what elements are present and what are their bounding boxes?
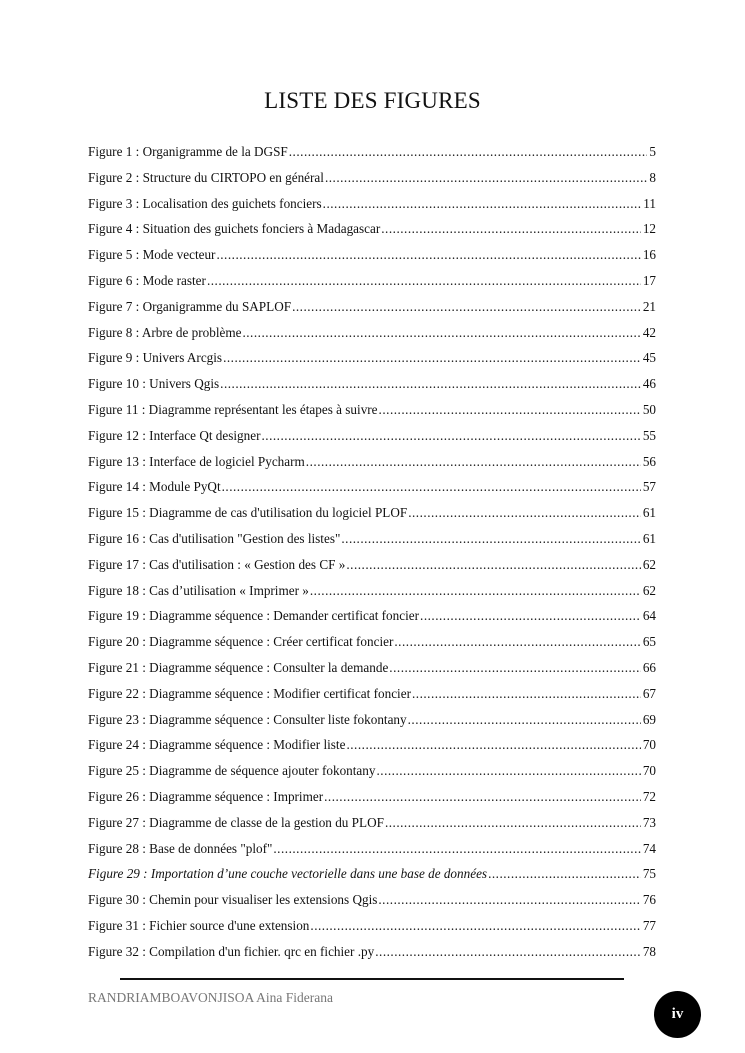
dot-leader <box>310 578 641 604</box>
figure-page-number: 76 <box>642 892 656 908</box>
list-item[interactable] <box>88 681 656 707</box>
dot-leader <box>222 474 641 500</box>
figure-label: Figure 15 : Diagramme de cas d'utilisation du logiciel PLOF <box>88 505 408 521</box>
figure-label: Figure 3 : Localisation des guichets fonciers <box>88 195 322 211</box>
figure-page-number: 57 <box>642 479 656 495</box>
dot-leader <box>420 603 641 629</box>
list-item[interactable] <box>88 629 656 655</box>
figure-label: Figure 27 : Diagramme de classe de la gestion du PLOF <box>88 814 384 830</box>
figure-label: Figure 8 : Arbre de problème <box>88 324 242 340</box>
dot-leader <box>389 655 641 681</box>
dot-leader <box>408 707 641 733</box>
list-item[interactable] <box>88 242 656 268</box>
list-item[interactable] <box>88 423 656 449</box>
figure-page-number: 65 <box>642 634 656 650</box>
figure-page-number: 46 <box>642 376 656 392</box>
figure-label: Figure 2 : Structure du CIRTOPO en général <box>88 169 324 185</box>
list-item[interactable] <box>88 655 656 681</box>
list-item[interactable] <box>88 887 656 913</box>
dot-leader <box>394 629 640 655</box>
figure-page-number: 56 <box>642 453 656 469</box>
figure-label: Figure 21 : Diagramme séquence : Consulter la demande <box>88 659 389 675</box>
figure-label: Figure 31 : Fichier source d'une extension <box>88 917 310 933</box>
dot-leader <box>242 320 640 346</box>
dot-leader <box>346 552 640 578</box>
list-item[interactable] <box>88 294 656 320</box>
list-item[interactable] <box>88 474 656 500</box>
figure-label: Figure 28 : Base de données "plof" <box>88 840 273 856</box>
figure-label: Figure 29 : Importation d’une couche vectorielle dans une base de données <box>88 866 488 882</box>
figure-page-number: 16 <box>642 247 656 263</box>
list-item[interactable] <box>88 139 656 165</box>
dot-leader <box>381 216 641 242</box>
footer-divider <box>120 978 624 980</box>
figure-page-number: 12 <box>642 221 656 237</box>
figure-page-number: 50 <box>642 401 656 417</box>
dot-leader <box>261 423 640 449</box>
footer-author: RANDRIAMBOAVONJISOA Aina Fiderana <box>88 990 334 1005</box>
figure-label: Figure 4 : Situation des guichets fonciers à Madagascar <box>88 221 381 237</box>
list-item[interactable] <box>88 320 656 346</box>
page-number-badge: iv <box>654 991 701 1038</box>
list-item[interactable] <box>88 191 656 217</box>
figure-label: Figure 32 : Compilation d'un fichier. qrc en fichier .py <box>88 943 375 959</box>
list-item[interactable] <box>88 165 656 191</box>
dot-leader <box>375 939 641 965</box>
dot-leader <box>412 681 641 707</box>
figure-label: Figure 23 : Diagramme séquence : Consulter liste fokontany <box>88 711 407 727</box>
dot-leader <box>310 913 640 939</box>
dot-leader <box>306 449 641 475</box>
figure-label: Figure 16 : Cas d'utilisation "Gestion des listes" <box>88 530 341 546</box>
figure-page-number: 61 <box>642 530 656 546</box>
figure-page-number: 70 <box>642 763 656 779</box>
list-item[interactable] <box>88 552 656 578</box>
figure-page-number: 69 <box>642 711 656 727</box>
figure-label: Figure 7 : Organigramme du SAPLOF <box>88 298 292 314</box>
figure-page-number: 5 <box>649 144 656 159</box>
dot-leader <box>341 526 640 552</box>
list-item[interactable] <box>88 578 656 604</box>
figure-label: Figure 14 : Module PyQt <box>88 479 221 495</box>
list-item[interactable] <box>88 861 656 887</box>
figure-label: Figure 5 : Mode vecteur <box>88 247 216 263</box>
figure-page-number: 77 <box>642 917 656 933</box>
dot-leader <box>325 165 647 191</box>
list-item[interactable] <box>88 268 656 294</box>
list-item[interactable] <box>88 345 656 371</box>
list-item[interactable] <box>88 758 656 784</box>
figure-page-number: 17 <box>642 272 656 288</box>
dot-leader <box>346 732 640 758</box>
dot-leader <box>379 397 641 423</box>
dot-leader <box>376 758 640 784</box>
dot-leader <box>385 810 641 836</box>
dot-leader <box>273 836 640 862</box>
dot-leader <box>207 268 641 294</box>
dot-leader <box>216 242 640 268</box>
page-title: LISTE DES FIGURES <box>264 88 481 113</box>
figure-page-number: 8 <box>649 169 656 185</box>
dot-leader <box>289 139 648 165</box>
figure-page-number: 42 <box>642 324 656 340</box>
figure-page-number: 45 <box>642 350 656 366</box>
figure-label: Figure 20 : Diagramme séquence : Créer certificat foncier <box>88 634 394 650</box>
figure-label: Figure 22 : Diagramme séquence : Modifier certificat foncier <box>88 685 411 701</box>
list-item[interactable] <box>88 216 656 242</box>
figure-page-number: 11 <box>643 195 656 211</box>
figure-label: Figure 11 : Diagramme représentant les étapes à suivre <box>88 401 378 417</box>
figure-label: Figure 6 : Mode raster <box>88 272 206 288</box>
list-item[interactable] <box>88 449 656 475</box>
list-item[interactable] <box>88 603 656 629</box>
figure-label: Figure 9 : Univers Arcgis <box>88 350 223 366</box>
dot-leader <box>323 191 642 217</box>
figure-page-number: 73 <box>642 814 656 830</box>
figure-page-number: 66 <box>642 659 656 675</box>
figure-label: Figure 19 : Diagramme séquence : Demander certificat foncier <box>88 608 420 624</box>
figure-page-number: 62 <box>642 556 656 572</box>
figure-label: Figure 30 : Chemin pour visualiser les extensions Qgis <box>88 892 378 908</box>
dot-leader <box>223 345 641 371</box>
list-item[interactable] <box>88 939 656 965</box>
figure-label: Figure 18 : Cas d’utilisation « Imprimer » <box>88 582 309 598</box>
figure-label: Figure 25 : Diagramme de séquence ajouter fokontany <box>88 763 376 779</box>
list-item[interactable] <box>88 732 656 758</box>
figure-page-number: 61 <box>642 505 656 521</box>
figure-label: Figure 1 : Organigramme de la DGSF <box>88 144 288 159</box>
list-item[interactable] <box>88 707 656 733</box>
figure-label: Figure 24 : Diagramme séquence : Modifier liste <box>88 737 346 753</box>
figure-label: Figure 17 : Cas d'utilisation : « Gestion des CF » <box>88 556 346 572</box>
figure-list <box>88 139 656 965</box>
list-item[interactable] <box>88 397 656 423</box>
list-item[interactable] <box>88 836 656 862</box>
figure-page-number: 67 <box>642 685 656 701</box>
dot-leader <box>408 500 641 526</box>
figure-label: Figure 26 : Diagramme séquence : Imprimer <box>88 788 324 804</box>
list-item[interactable] <box>88 810 656 836</box>
dot-leader <box>378 887 640 913</box>
figure-page-number: 75 <box>642 866 656 882</box>
list-item[interactable] <box>88 500 656 526</box>
dot-leader <box>220 371 641 397</box>
figure-page-number: 62 <box>642 582 656 598</box>
figure-page-number: 78 <box>642 943 656 959</box>
figure-label: Figure 13 : Interface de logiciel Pycharm <box>88 453 305 469</box>
list-item[interactable] <box>88 913 656 939</box>
figure-page-number: 72 <box>642 788 656 804</box>
figure-label: Figure 10 : Univers Qgis <box>88 376 220 392</box>
figure-page-number: 74 <box>642 840 656 856</box>
list-item[interactable] <box>88 526 656 552</box>
figure-label: Figure 12 : Interface Qt designer <box>88 427 261 443</box>
list-item[interactable] <box>88 371 656 397</box>
figure-page-number: 55 <box>642 427 656 443</box>
dot-leader <box>292 294 641 320</box>
dot-leader <box>324 784 641 810</box>
list-item[interactable] <box>88 784 656 810</box>
dot-leader <box>488 861 641 887</box>
figure-page-number: 21 <box>642 298 656 314</box>
figure-page-number: 70 <box>642 737 656 753</box>
figure-page-number: 64 <box>642 608 656 624</box>
